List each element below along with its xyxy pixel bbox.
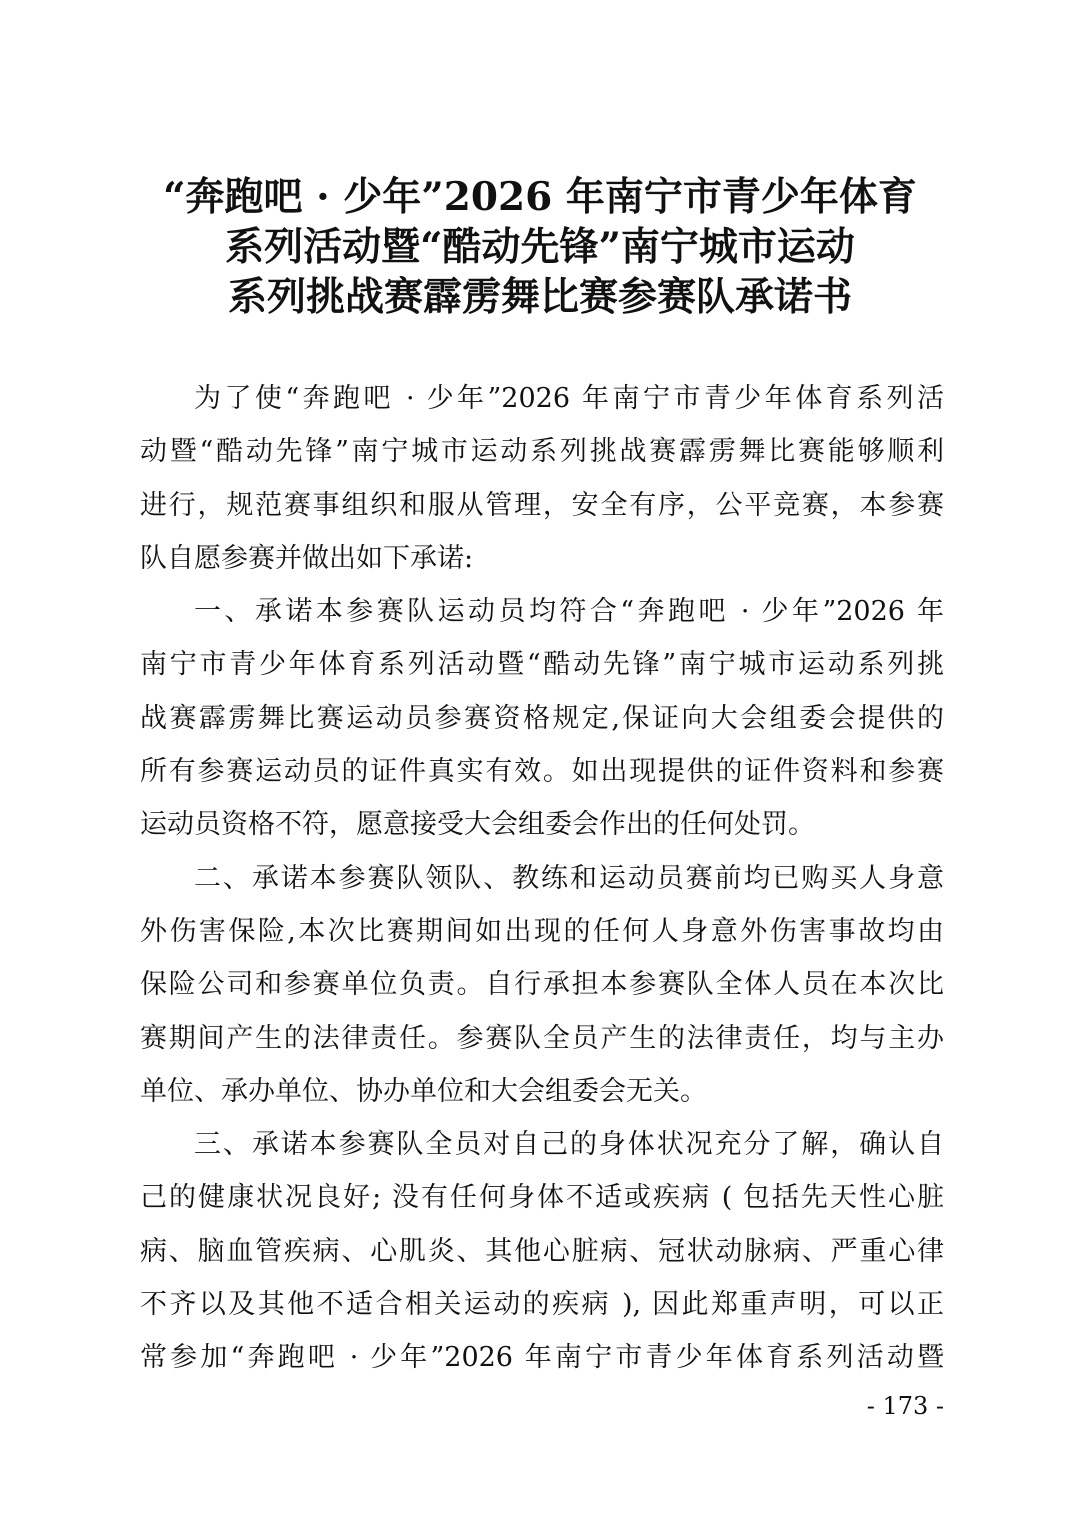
body-line: 进行，规范赛事组织和服从管理，安全有序，公平竞赛，本参赛: [140, 489, 944, 521]
body-line: 二、承诺本参赛队领队、教练和运动员赛前均已购买人身意: [194, 862, 944, 894]
body-line: 一、承诺本参赛队运动员均符合“奔跑吧 · 少年”2026 年: [194, 596, 944, 628]
body-line: 保险公司和参赛单位负责。自行承担本参赛队全体人员在本次比: [140, 969, 944, 1001]
body-line: 不齐以及其他不适合相关运动的疾病 ), 因此郑重声明，可以正: [140, 1289, 944, 1321]
body-line: 动暨“酷动先锋”南宁城市运动系列挑战赛霹雳舞比赛能够顺利: [140, 436, 944, 468]
body-line: 战赛霹雳舞比赛运动员参赛资格规定,保证向大会组委会提供的: [140, 702, 944, 734]
body-line: 常参加“奔跑吧 · 少年”2026 年南宁市青少年体育系列活动暨: [140, 1342, 944, 1374]
document-body: [140, 372, 944, 1385]
document-title: [0, 172, 1080, 322]
title-line-2: 系列活动暨“酷动先锋”南宁城市运动: [225, 224, 855, 270]
body-line: 三、承诺本参赛队全员对自己的身体状况充分了解，确认自: [194, 1129, 944, 1161]
body-line: 为了使“奔跑吧 · 少年”2026 年南宁市青少年体育系列活: [194, 383, 944, 414]
body-line: 己的健康状况良好; 没有任何身体不适或疾病 ( 包括先天性心脏: [140, 1182, 944, 1214]
body-line: 运动员资格不符，愿意接受大会组委会作出的任何处罚。: [140, 809, 815, 841]
page-number: - 173 -: [866, 1392, 944, 1420]
body-line: 队自愿参赛并做出如下承诺:: [140, 542, 474, 574]
body-line: 赛期间产生的法律责任。参赛队全员产生的法律责任，均与主办: [140, 1022, 944, 1054]
body-line: 所有参赛运动员的证件真实有效。如出现提供的证件资料和参赛: [140, 756, 944, 788]
body-line: 单位、承办单位、协办单位和大会组委会无关。: [140, 1075, 707, 1107]
body-line: 外伤害保险,本次比赛期间如出现的任何人身意外伤害事故均由: [140, 915, 944, 947]
title-line-3: 系列挑战赛霹雳舞比赛参赛队承诺书: [227, 274, 852, 320]
body-line: 南宁市青少年体育系列活动暨“酷动先锋”南宁城市运动系列挑: [140, 649, 944, 681]
title-line-1: “奔跑吧 · 少年”2026 年南宁市青少年体育: [163, 174, 917, 220]
body-line: 病、脑血管疾病、心肌炎、其他心脏病、冠状动脉病、严重心律: [140, 1235, 944, 1267]
